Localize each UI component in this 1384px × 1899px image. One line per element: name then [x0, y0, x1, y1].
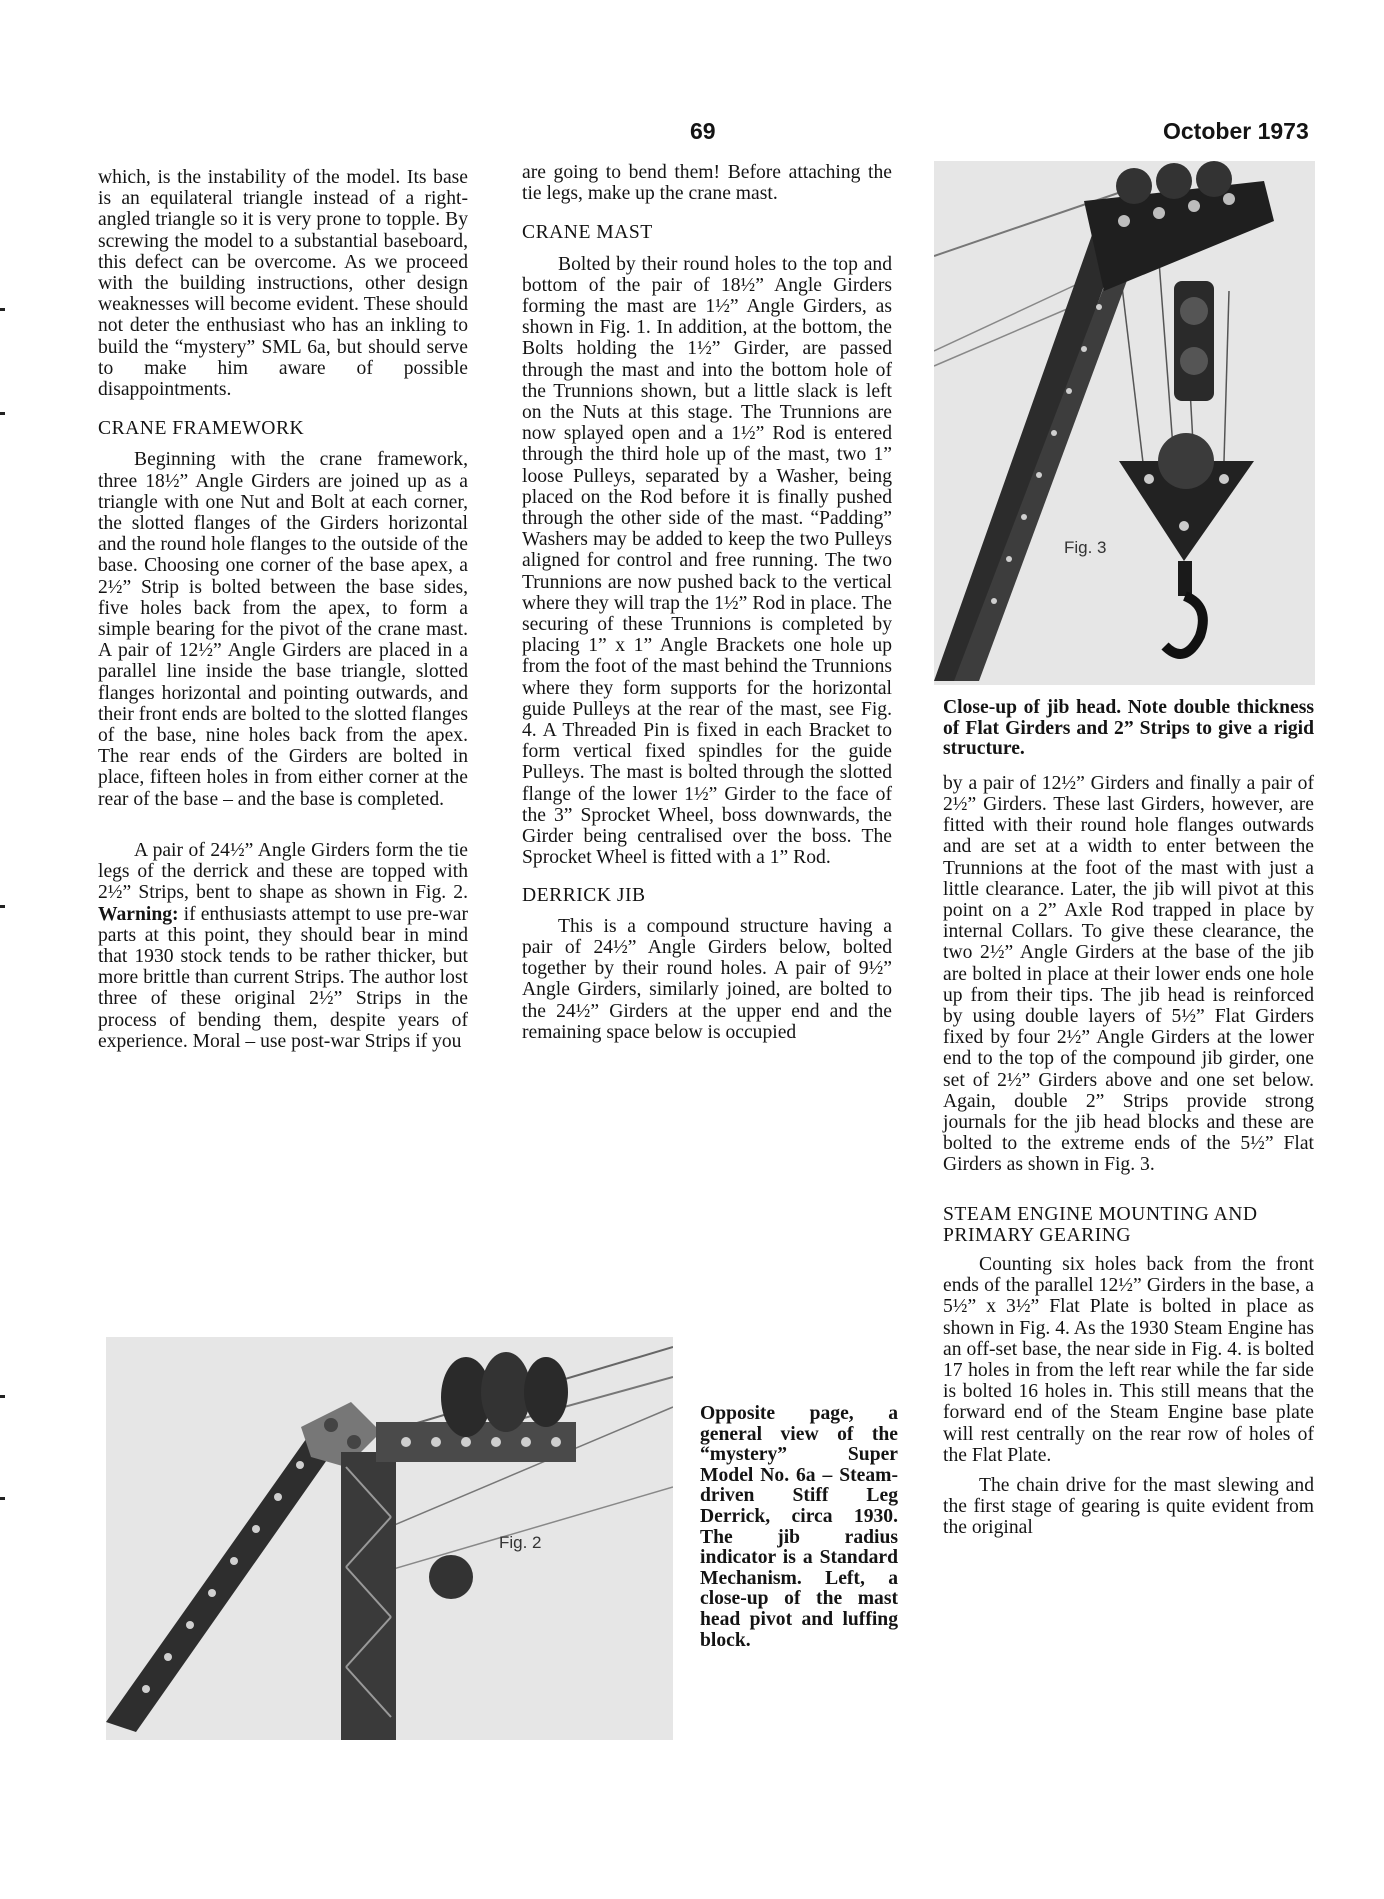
jib-head-illustration	[934, 161, 1315, 685]
scan-edge-mark	[0, 1497, 5, 1500]
column1-para-tie-legs	[98, 840, 468, 1052]
fig2-label: Fig. 2	[499, 1533, 542, 1552]
column2-para-crane-mast: Bolted by their round holes to the top and bottom of the pair of 18½” Angle Girders forming the mast are 1½” Angle Girders, as shown in Fig. 1. In addition, at the bottom, the Bolts holding the 1½” Girder, are passed through the mast and into the bottom hole of the Trunnions shown, but a little slack is left on the Nuts at this stage. The Trunnions are now splayed open and a 1½” Rod is entered through the third hole up of the mast, two 1” loose Pulleys, separated by a Washer, being placed on the Rod before it is finally pushed through the other side of the mast. “Padding” Washers may be added to keep the two Pulleys aligned for control and free running. The two Trunnions are now pushed back to the vertical where they will trap the 1½” Rod in place. The securing of these Trunnions is completed by placing 1” x 1” Angle Brackets one hole up from the foot of the mast behind the Trunnions where they form supports for the horizontal guide Pulleys at the rear of the mast, see Fig. 4. A Threaded Pin is fixed in each Bracket to form vertical fixed spindles for the guide Pulleys. The mast is bolted through the slotted flange of the lower 1½” Girder to the face of the 3” Sprocket Wheel, boss downwards, the Girder being centralised over the boss. The Sprocket Wheel is fitted with a 1” Rod.	[522, 253, 892, 869]
heading-crane-framework: CRANE FRAMEWORK	[98, 418, 305, 440]
mast-head-illustration	[106, 1337, 673, 1740]
scan-edge-mark	[0, 905, 5, 908]
scan-edge-mark	[0, 308, 5, 311]
column3-para-steam-engine: Counting six holes back from the front ends of the parallel 12½” Girders in the base, a 5½” x 3½” Flat Plate is bolted in place as shown in Fig. 4. As the 1930 Steam Engine has an off-set base, the near side in Fig. 4. is bolted 17 holes in from the left rear while the far side is bolted 16 holes in. This still means that the forward end of the Steam Engine base plate will rest centrally on the rear row of holes of the Flat Plate.	[943, 1254, 1314, 1466]
issue-date: October 1973	[1163, 118, 1309, 144]
fig2-caption: Opposite page, a general view of the “mystery” Super Model No. 6a – Steam-driven Stiff Leg Derrick, circa 1930. The jib radius indicator is a Standard Mechanism. Left, a close-up of the mast head pivot and luffing block.	[700, 1403, 898, 1651]
fig2-photo	[106, 1337, 673, 1740]
fig3-caption: Close-up of jib head. Note double thickness of Flat Girders and 2” Strips to give a rigid structure.	[943, 697, 1314, 760]
heading-steam-engine: STEAM ENGINE MOUNTING AND PRIMARY GEARING	[943, 1203, 1258, 1246]
column2-para-derrick-jib: This is a compound structure having a pair of 24½” Angle Girders below, bolted together by their round holes. A pair of 9½” Angle Girders, similarly joined, are bolted to the 24½” Girders at the upper end and the remaining space below is occupied	[522, 915, 892, 1043]
column1-para-framework: Beginning with the crane framework, three 18½” Angle Girders are joined up as a triangle with one Nut and Bolt at each corner, the slotted flanges of the Girders horizontal and the round hole flanges to the outside of the base. Choosing one corner of the base apex, a 2½” Strip is bolted between the base sides, five holes back from the apex, to form a simple bearing for the pivot of the crane mast. A pair of 12½” Angle Girders are placed in a parallel line inside the base triangle, slotted flanges horizontal and pointing outwards, and their front ends are bolted to the slotted flanges of the base, nine holes back from the apex. The rear ends of the Girders are bolted in place, fifteen holes in from either corner at the rear of the base – and the base is completed.	[98, 449, 468, 810]
scan-edge-mark	[0, 1395, 5, 1398]
fig3-photo	[934, 161, 1315, 685]
heading-crane-mast: CRANE MAST	[522, 222, 653, 244]
scan-edge-mark	[0, 412, 5, 415]
heading-derrick-jib: DERRICK JIB	[522, 884, 646, 906]
page-number: 69	[690, 118, 716, 144]
column2-intro: are going to bend them! Before attaching the tie legs, make up the crane mast.	[522, 162, 892, 205]
column-2	[522, 162, 892, 1043]
column3-para-chain-drive: The chain drive for the mast slewing and the first stage of gearing is quite evident from the original	[943, 1475, 1314, 1539]
warning-label: Warning:	[98, 903, 179, 925]
column-3	[943, 698, 1314, 1539]
tie-legs-text: A pair of 24½” Angle Girders form the tie legs of the derrick and these are topped with 2½” Strips, bent to shape as shown in Fig. 2.	[98, 839, 468, 904]
column-1	[98, 167, 468, 1052]
warning-text: if enthusiasts attempt to use pre-war parts at this point, they should bear in mind that 1930 stock tends to be rather thicker, but more brittle than current Strips. The author lost three of these original 2½” Strips in the process of bending them, despite years of experience. Moral – use post-war Strips if you	[98, 903, 468, 1052]
fig3-label: Fig. 3	[1064, 538, 1107, 557]
column1-intro: which, is the instability of the model. Its base is an equilateral triangle instead of a right-angled triangle so it is very prone to topple. By screwing the model to a substantial baseboard, this defect can be overcome. As we proceed with the building instructions, other design weaknesses will become evident. These should not deter the enthusiast who has an inkling to build the “mystery” SML 6a, but should serve to make him aware of possible disappointments.	[98, 167, 468, 401]
column3-para-jib: by a pair of 12½” Girders and finally a pair of 2½” Girders. These last Girders, however, are fitted with their round hole flanges outwards and are set at a width to enter between the Trunnions at the foot of the mast with just a little clearance. Later, the jib will pivot at this point on a 2” Axle Rod trapped in place by internal Collars. To give these clearance, the two 2½” Angle Girders at the base of the jib are bolted in place at their lower ends one hole up from their tips. The jib head is reinforced by using double layers of 5½” Flat Girders fixed by four 2½” Angle Girders at the lower end to the top of the compound jib girder, one set of 2½” Girders above and one set below. Again, double 2” Strips provide strong journals for the jib head blocks and these are bolted to the extreme ends of the 5½” Flat Girders as shown in Fig. 3.	[943, 772, 1314, 1176]
